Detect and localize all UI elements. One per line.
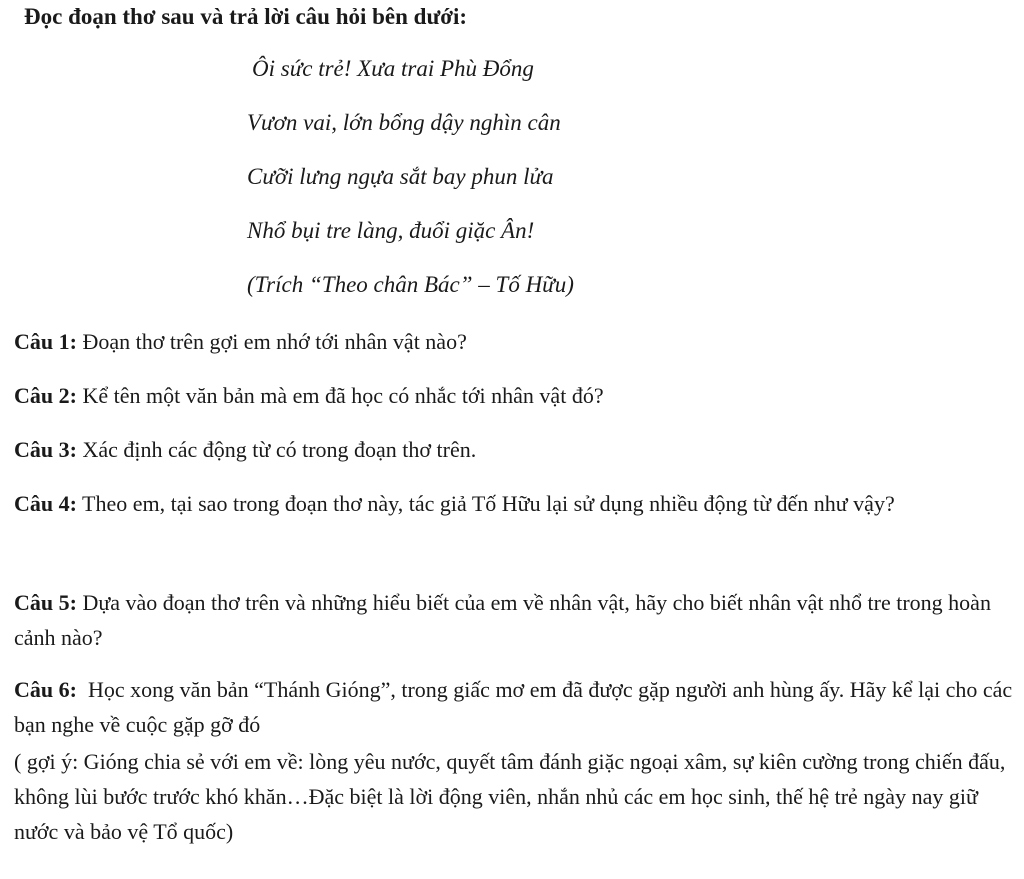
question-6-label: Câu 6: <box>14 677 77 702</box>
question-3-text: Xác định các động từ có trong đoạn thơ trên. <box>76 437 477 462</box>
question-6 <box>14 672 1018 742</box>
question-6-text: Học xong văn bản “Thánh Gióng”, trong giấc mơ em đã được gặp người anh hùng ấy. Hãy kể lại cho các bạn nghe về cuộc gặp gỡ đó <box>14 677 1018 737</box>
question-1-label: Câu 1: <box>14 329 77 354</box>
poem-excerpt <box>247 54 574 324</box>
instruction-heading: Đọc đoạn thơ sau và trả lời câu hỏi bên dưới: <box>24 4 468 29</box>
question-4-label: Câu 4: <box>14 491 77 516</box>
question-4 <box>14 486 1014 521</box>
poem-line-4: Nhổ bụi tre làng, đuổi giặc Ân! <box>247 218 535 243</box>
question-3-label: Câu 3: <box>14 437 77 462</box>
question-4-text: Theo em, tại sao trong đoạn thơ này, tác giả Tố Hữu lại sử dụng nhiều động từ đến như vậy? <box>76 491 895 516</box>
question-5-text: Dựa vào đoạn thơ trên và những hiểu biết của em về nhân vật, hãy cho biết nhân vật nhổ tre trong hoàn cảnh nào? <box>14 590 991 650</box>
question-2 <box>14 378 1014 413</box>
poem-line-1: Ôi sức trẻ! Xưa trai Phù Đổng <box>252 56 534 81</box>
question-2-text: Kể tên một văn bản mà em đã học có nhắc tới nhân vật đó? <box>76 383 604 408</box>
question-2-label: Câu 2: <box>14 383 77 408</box>
poem-line-2: Vươn vai, lớn bổng dậy nghìn cân <box>247 110 561 135</box>
question-1 <box>14 324 1014 359</box>
question-5 <box>14 585 1014 655</box>
question-5-label: Câu 5: <box>14 590 77 615</box>
question-1-text: Đoạn thơ trên gợi em nhớ tới nhân vật nào? <box>76 329 467 354</box>
poem-citation: (Trích “Theo chân Bác” – Tố Hữu) <box>247 272 574 297</box>
question-3 <box>14 432 1014 467</box>
question-6-hint: ( gợi ý: Gióng chia sẻ với em về: lòng yêu nước, quyết tâm đánh giặc ngoại xâm, sự kiên cường trong chiến đấu, không lùi bước trước khó khăn…Đặc biệt là lời động viên, nhắn nhủ các em học sinh, thế hệ trẻ ngày nay giữ nước và bảo vệ Tổ quốc) <box>14 749 1006 844</box>
poem-line-3: Cưỡi lưng ngựa sắt bay phun lửa <box>247 164 554 189</box>
